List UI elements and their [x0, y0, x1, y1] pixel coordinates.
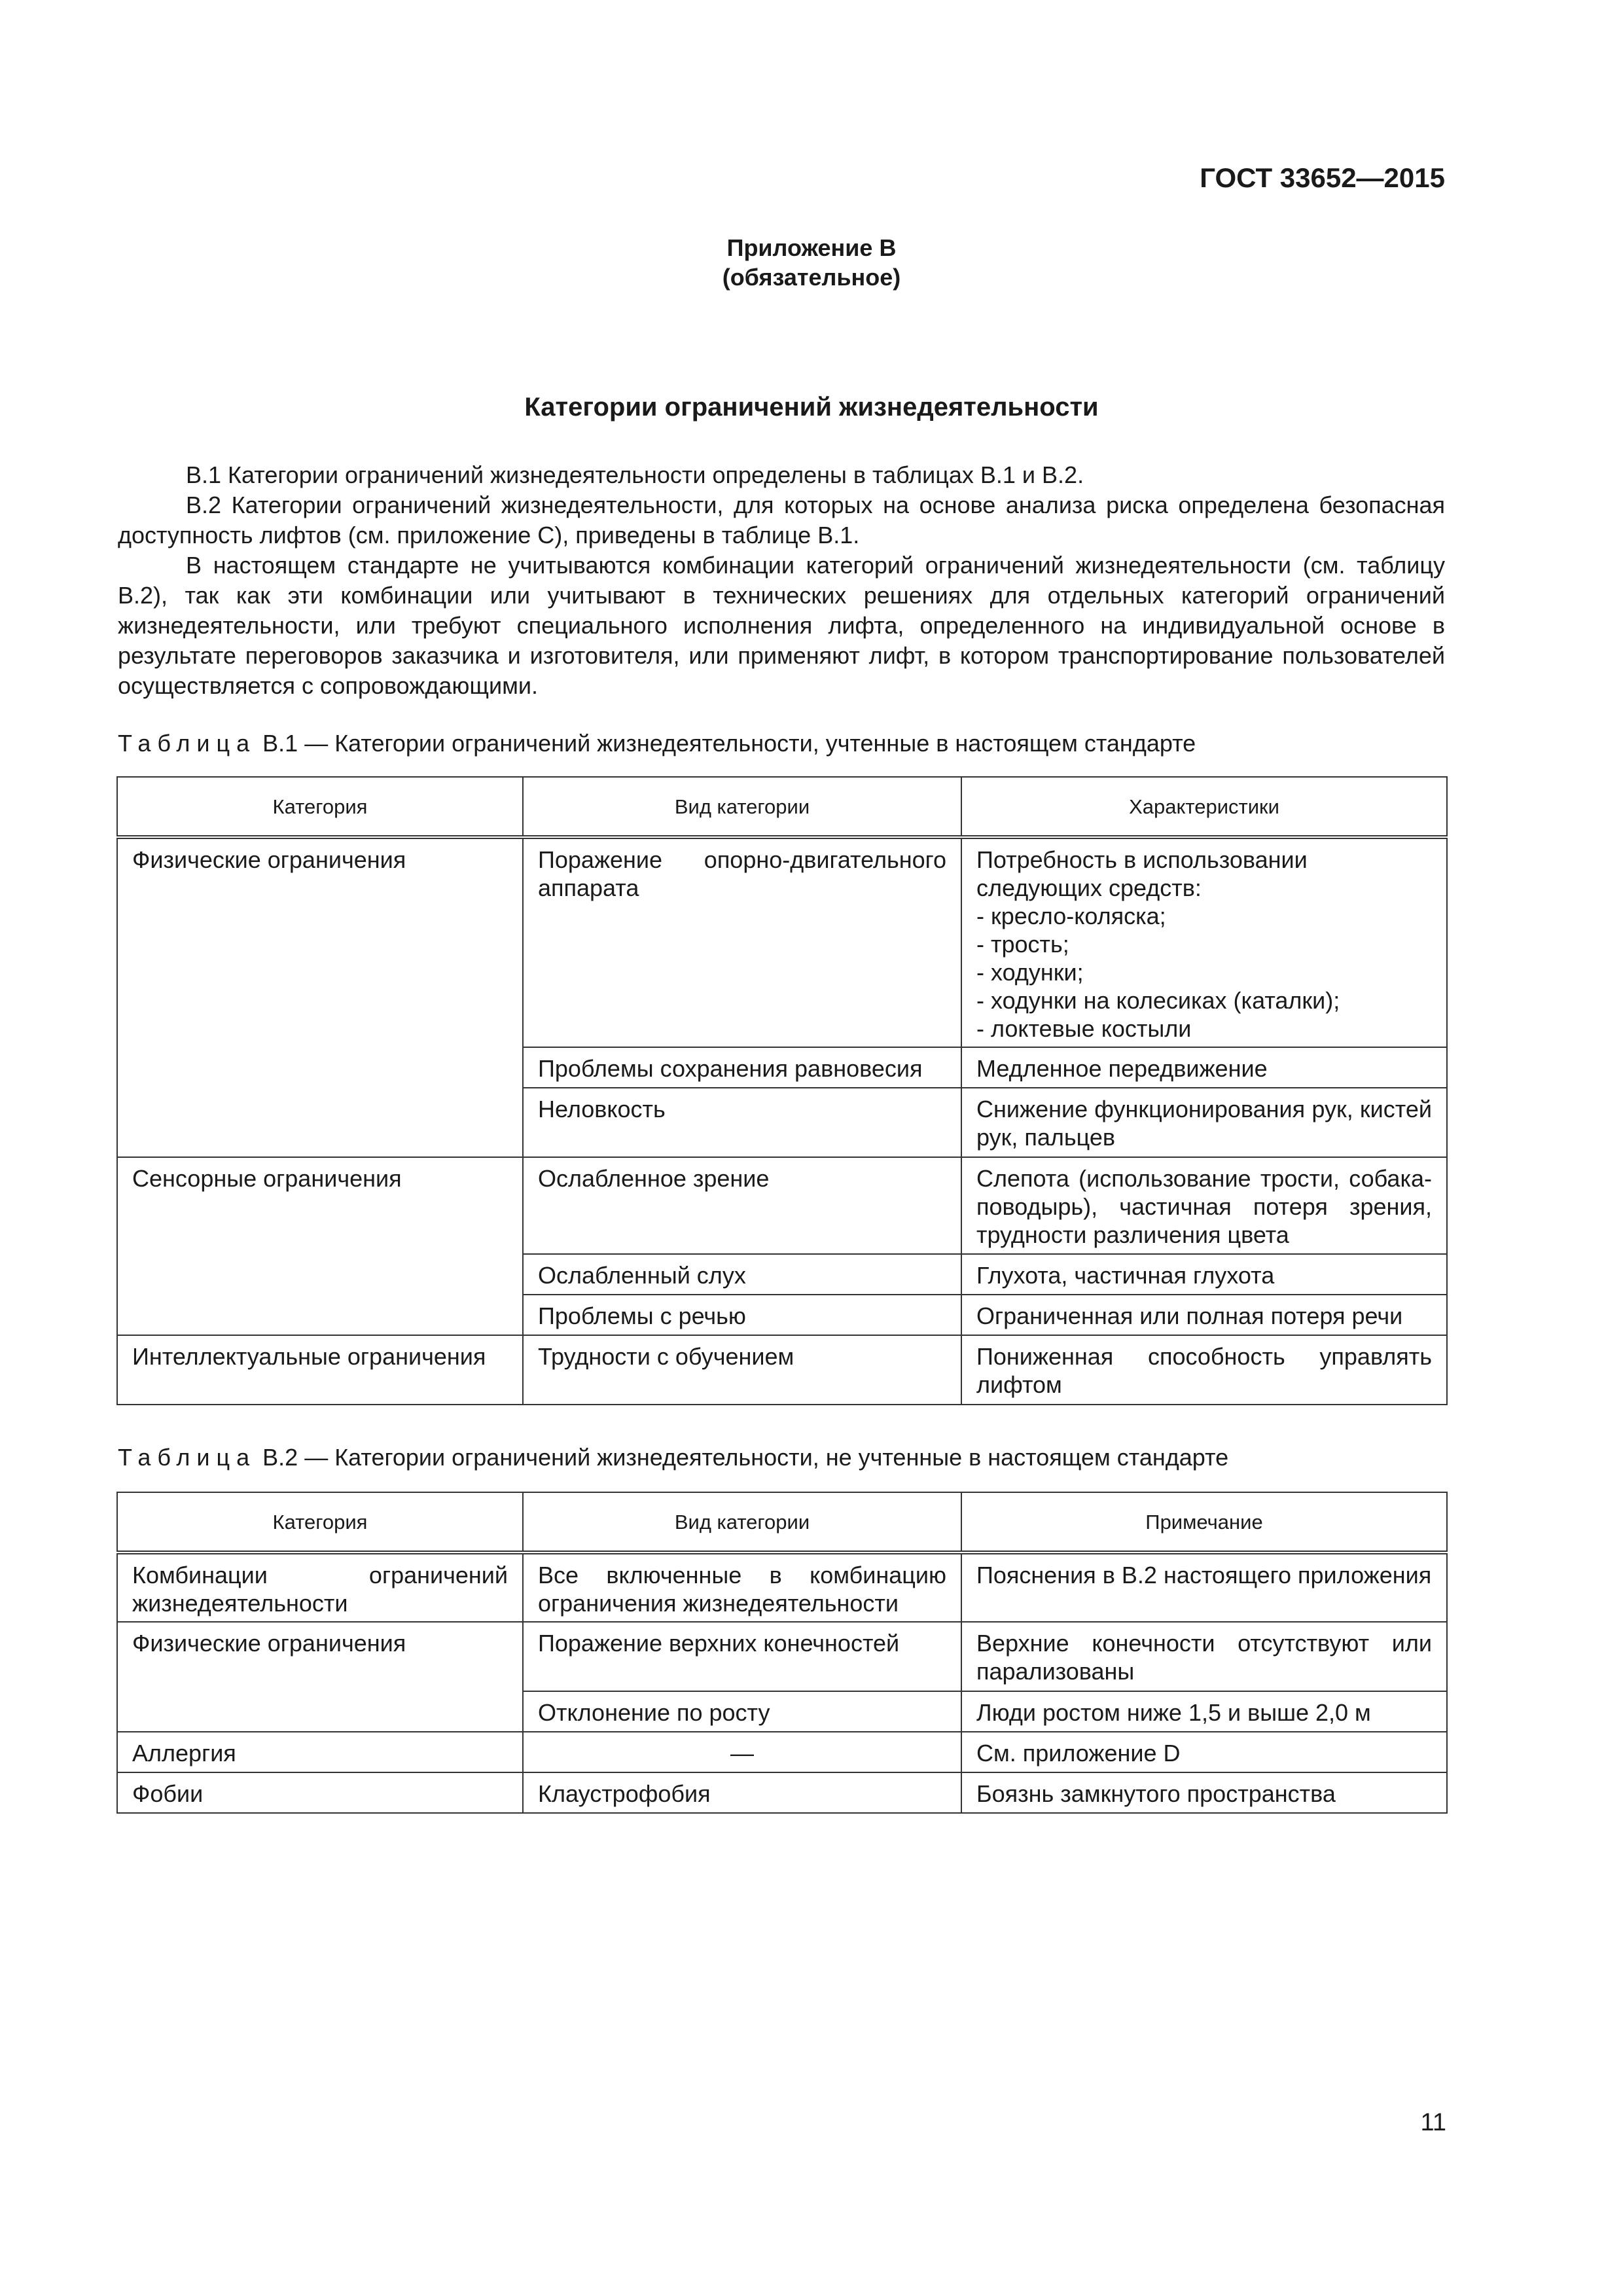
paragraph-b2: В.2 Категории ограничений жизнедеятельности, для которых на основе анализа риска определена безопасная доступность лифтов (см. приложение С), приведены в таблице В.1. — [118, 492, 1445, 548]
table-row — [117, 1335, 1447, 1405]
table-row — [117, 1552, 1447, 1622]
table1-cell-characteristics: Глухота, частичная глухота — [961, 1254, 1447, 1295]
table2-caption-label: Таблица — [118, 1444, 257, 1471]
table1-cell-characteristics: Слепота (использование трости, собака-поводырь), частичная потеря зрения, трудности различения цвета — [961, 1157, 1447, 1254]
table1-cell-characteristics: Медленное передвижение — [961, 1047, 1447, 1088]
table1-cell-kind: Ослабленное зрение — [523, 1157, 961, 1254]
table1-cell-kind: Проблемы сохранения равновесия — [523, 1047, 961, 1088]
table1-cell-kind: Неловкость — [523, 1088, 961, 1157]
table2-cell-kind: Поражение верхних конечностей — [523, 1622, 961, 1691]
list-item: - ходунки на колесиках (каталки); — [976, 987, 1340, 1014]
table1-cell-characteristics: Ограниченная или полная потеря речи — [961, 1295, 1447, 1335]
table2-cell-kind: Все включенные в комбинацию ограничения жизнедеятельности — [523, 1552, 961, 1622]
table-b2 — [116, 1492, 1448, 1814]
table1-cell-characteristics — [961, 837, 1447, 1047]
table1-cell-category: Физические ограничения — [117, 837, 523, 1157]
body-text — [118, 460, 1445, 701]
table2-header-note: Примечание — [961, 1492, 1447, 1552]
table-b1 — [116, 776, 1448, 1405]
table1-header-kind: Вид категории — [523, 777, 961, 837]
table2-header-kind: Вид категории — [523, 1492, 961, 1552]
list-item: - кресло-коляска; — [976, 903, 1166, 929]
table1-caption — [118, 730, 1445, 757]
table2-cell-note: Верхние конечности отсутствуют или парализованы — [961, 1622, 1447, 1691]
annex-title: Приложение В — [726, 234, 897, 261]
table1-cell-characteristics: Снижение функционирования рук, кистей рук, пальцев — [961, 1088, 1447, 1157]
table1-cell-kind: Проблемы с речью — [523, 1295, 961, 1335]
table-row — [117, 837, 1447, 1047]
table2-caption-text: В.2 — Категории ограничений жизнедеятельности, не учтенные в настоящем стандарте — [262, 1444, 1229, 1471]
table1-cell-characteristics: Пониженная способность управлять лифтом — [961, 1335, 1447, 1405]
section-title: Категории ограничений жизнедеятельности — [524, 393, 1099, 422]
table2-cell-note: Боязнь замкнутого пространства — [961, 1772, 1447, 1813]
table2-cell-category: Комбинации ограничений жизнедеятельности — [117, 1552, 523, 1622]
annex-status: (обязательное) — [722, 264, 901, 291]
table2-cell-kind: Клаустрофобия — [523, 1772, 961, 1813]
document-number: ГОСТ 33652—2015 — [1200, 162, 1445, 193]
table2-header-category: Категория — [117, 1492, 523, 1552]
table1-caption-label: Таблица — [118, 730, 257, 757]
table2-cell-kind: Отклонение по росту — [523, 1691, 961, 1732]
table-row — [117, 1772, 1447, 1813]
page-number: 11 — [1420, 2109, 1446, 2136]
list-item: - трость; — [976, 931, 1069, 958]
table2-caption — [118, 1444, 1445, 1471]
table1-cell-kind: Поражение опорно-двигательного аппарата — [523, 837, 961, 1047]
table2-cell-kind: — — [523, 1732, 961, 1772]
table2-cell-category: Аллергия — [117, 1732, 523, 1772]
table-row — [117, 1622, 1447, 1691]
table1-cell-category: Интеллектуальные ограничения — [117, 1335, 523, 1405]
table1-header-characteristics: Характеристики — [961, 777, 1447, 837]
table2-cell-note: Люди ростом ниже 1,5 и выше 2,0 м — [961, 1691, 1447, 1732]
table2-cell-note: Пояснения в В.2 настоящего приложения — [961, 1552, 1447, 1622]
table2-cell-note: См. приложение D — [961, 1732, 1447, 1772]
paragraph-b1: В.1 Категории ограничений жизнедеятельности определены в таблицах В.1 и В.2. — [186, 461, 1084, 488]
table1-header-category: Категория — [117, 777, 523, 837]
table2-cell-category: Фобии — [117, 1772, 523, 1813]
list-item: - ходунки; — [976, 959, 1084, 986]
table1-cell-category: Сенсорные ограничения — [117, 1157, 523, 1335]
table-row — [117, 1732, 1447, 1772]
characteristics-intro: Потребность в использовании следующих средств: — [976, 846, 1308, 901]
table1-cell-kind: Трудности с обучением — [523, 1335, 961, 1405]
list-item: - локтевые костыли — [976, 1015, 1192, 1042]
table1-cell-kind: Ослабленный слух — [523, 1254, 961, 1295]
table1-caption-text: В.1 — Категории ограничений жизнедеятельности, учтенные в настоящем стандарте — [262, 730, 1196, 757]
table-row — [117, 1157, 1447, 1254]
paragraph-b2-note: В настоящем стандарте не учитываются комбинации категорий ограничений жизнедеятельности (см. таблицу В.2), так как эти комбинации или учитывают в технических решениях для отдельных категорий ограничений жизнедеятельности, или требуют специального исполнения лифта, определенного на индивидуальной основе в результате переговоров заказчика и изготовителя, или применяют лифт, в котором транспортирование пользователей осуществляется с сопровождающими. — [118, 552, 1445, 699]
table2-cell-category: Физические ограничения — [117, 1622, 523, 1732]
